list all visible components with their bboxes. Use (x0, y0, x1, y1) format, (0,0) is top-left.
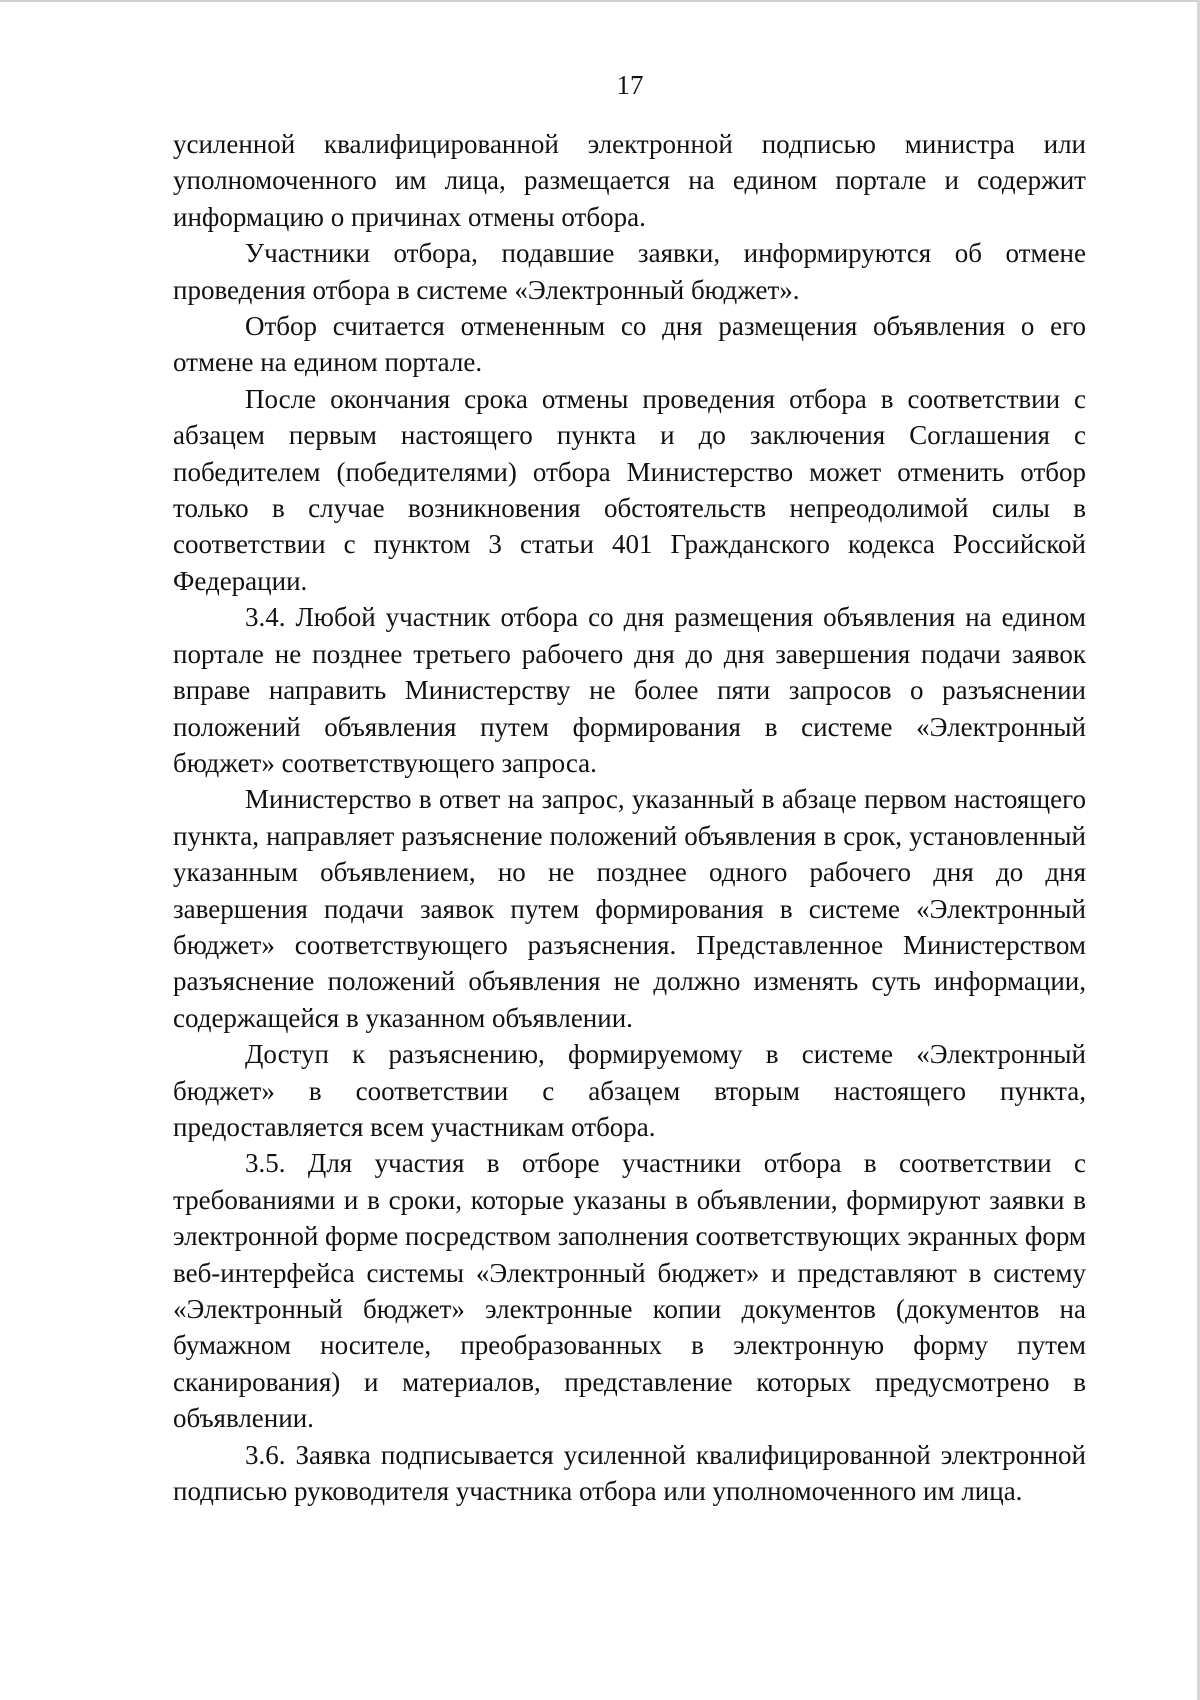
paragraph-section-3-5: 3.5. Для участия в отборе участники отбора в соответствии с требованиями и в сроки, которые указаны в объявлении, формируют заявки в электронной форме посредством заполнения соответствующих экранных форм веб-интерфейса системы «Электронный бюджет» и представляют в систему «Электронный бюджет» электронные копии документов (документов на бумажном носителе, преобразованных в электронную форму путем сканирования) и материалов, представление которых предусмотрено в объявлении. (173, 1148, 1087, 1434)
paragraph: Доступ к разъяснению, формируемому в системе «Электронный бюджет» в соответствии с абзацем вторым настоящего пункта, предоставляется всем участникам отбора. (173, 1039, 1086, 1142)
paragraph: Участники отбора, подавшие заявки, информируются об отмене проведения отбора в системе «Электронный бюджет». (173, 238, 1086, 305)
scan-edge-top (0, 0, 1200, 2)
paragraph: После окончания срока отмены проведения отбора в соответствии с абзацем первым настоящего пункта и до заключения Соглашения с победителем (победителями) отбора Министерство может отменить отбор только в случае возникновения обстоятельств непреодолимой силы в соответствии с пунктом 3 статьи 401 Гражданского кодекса Российской Федерации. (173, 383, 1086, 596)
paragraph-section-3-6: 3.6. Заявка подписывается усиленной квалифицированной электронной подписью руководителя участника отбора или уполномоченного им лица. (173, 1439, 1086, 1507)
paragraph: Отбор считается отмененным со дня размещения объявления о его отмене на едином портале. (173, 311, 1086, 378)
document-body (173, 126, 1086, 1509)
page-number: 17 (616, 70, 644, 100)
paragraph: Министерство в ответ на запрос, указанный в абзаце первом настоящего пункта, направляет разъяснение положений объявления в срок, установленный указанным объявлением, но не позднее одного рабочего дня до дня завершения подачи заявок путем формирования в системе «Электронный бюджет» соответствующего разъяснения. Представленное Министерством разъяснение положений объявления не должно изменять суть информации, содержащейся в указанном объявлении. (173, 784, 1086, 1033)
paragraph-section-3-4: 3.4. Любой участник отбора со дня размещения объявления на едином портале не позднее третьего рабочего дня до дня завершения подачи заявок вправе направить Министерству не более пяти запросов о разъяснении положений объявления путем формирования в системе «Электронный бюджет» соответствующего запроса. (173, 602, 1086, 778)
paragraph: усиленной квалифицированной электронной подписью министра или уполномоченного им лица, размещается на едином портале и содержит информацию о причинах отмены отбора. (173, 129, 1086, 232)
